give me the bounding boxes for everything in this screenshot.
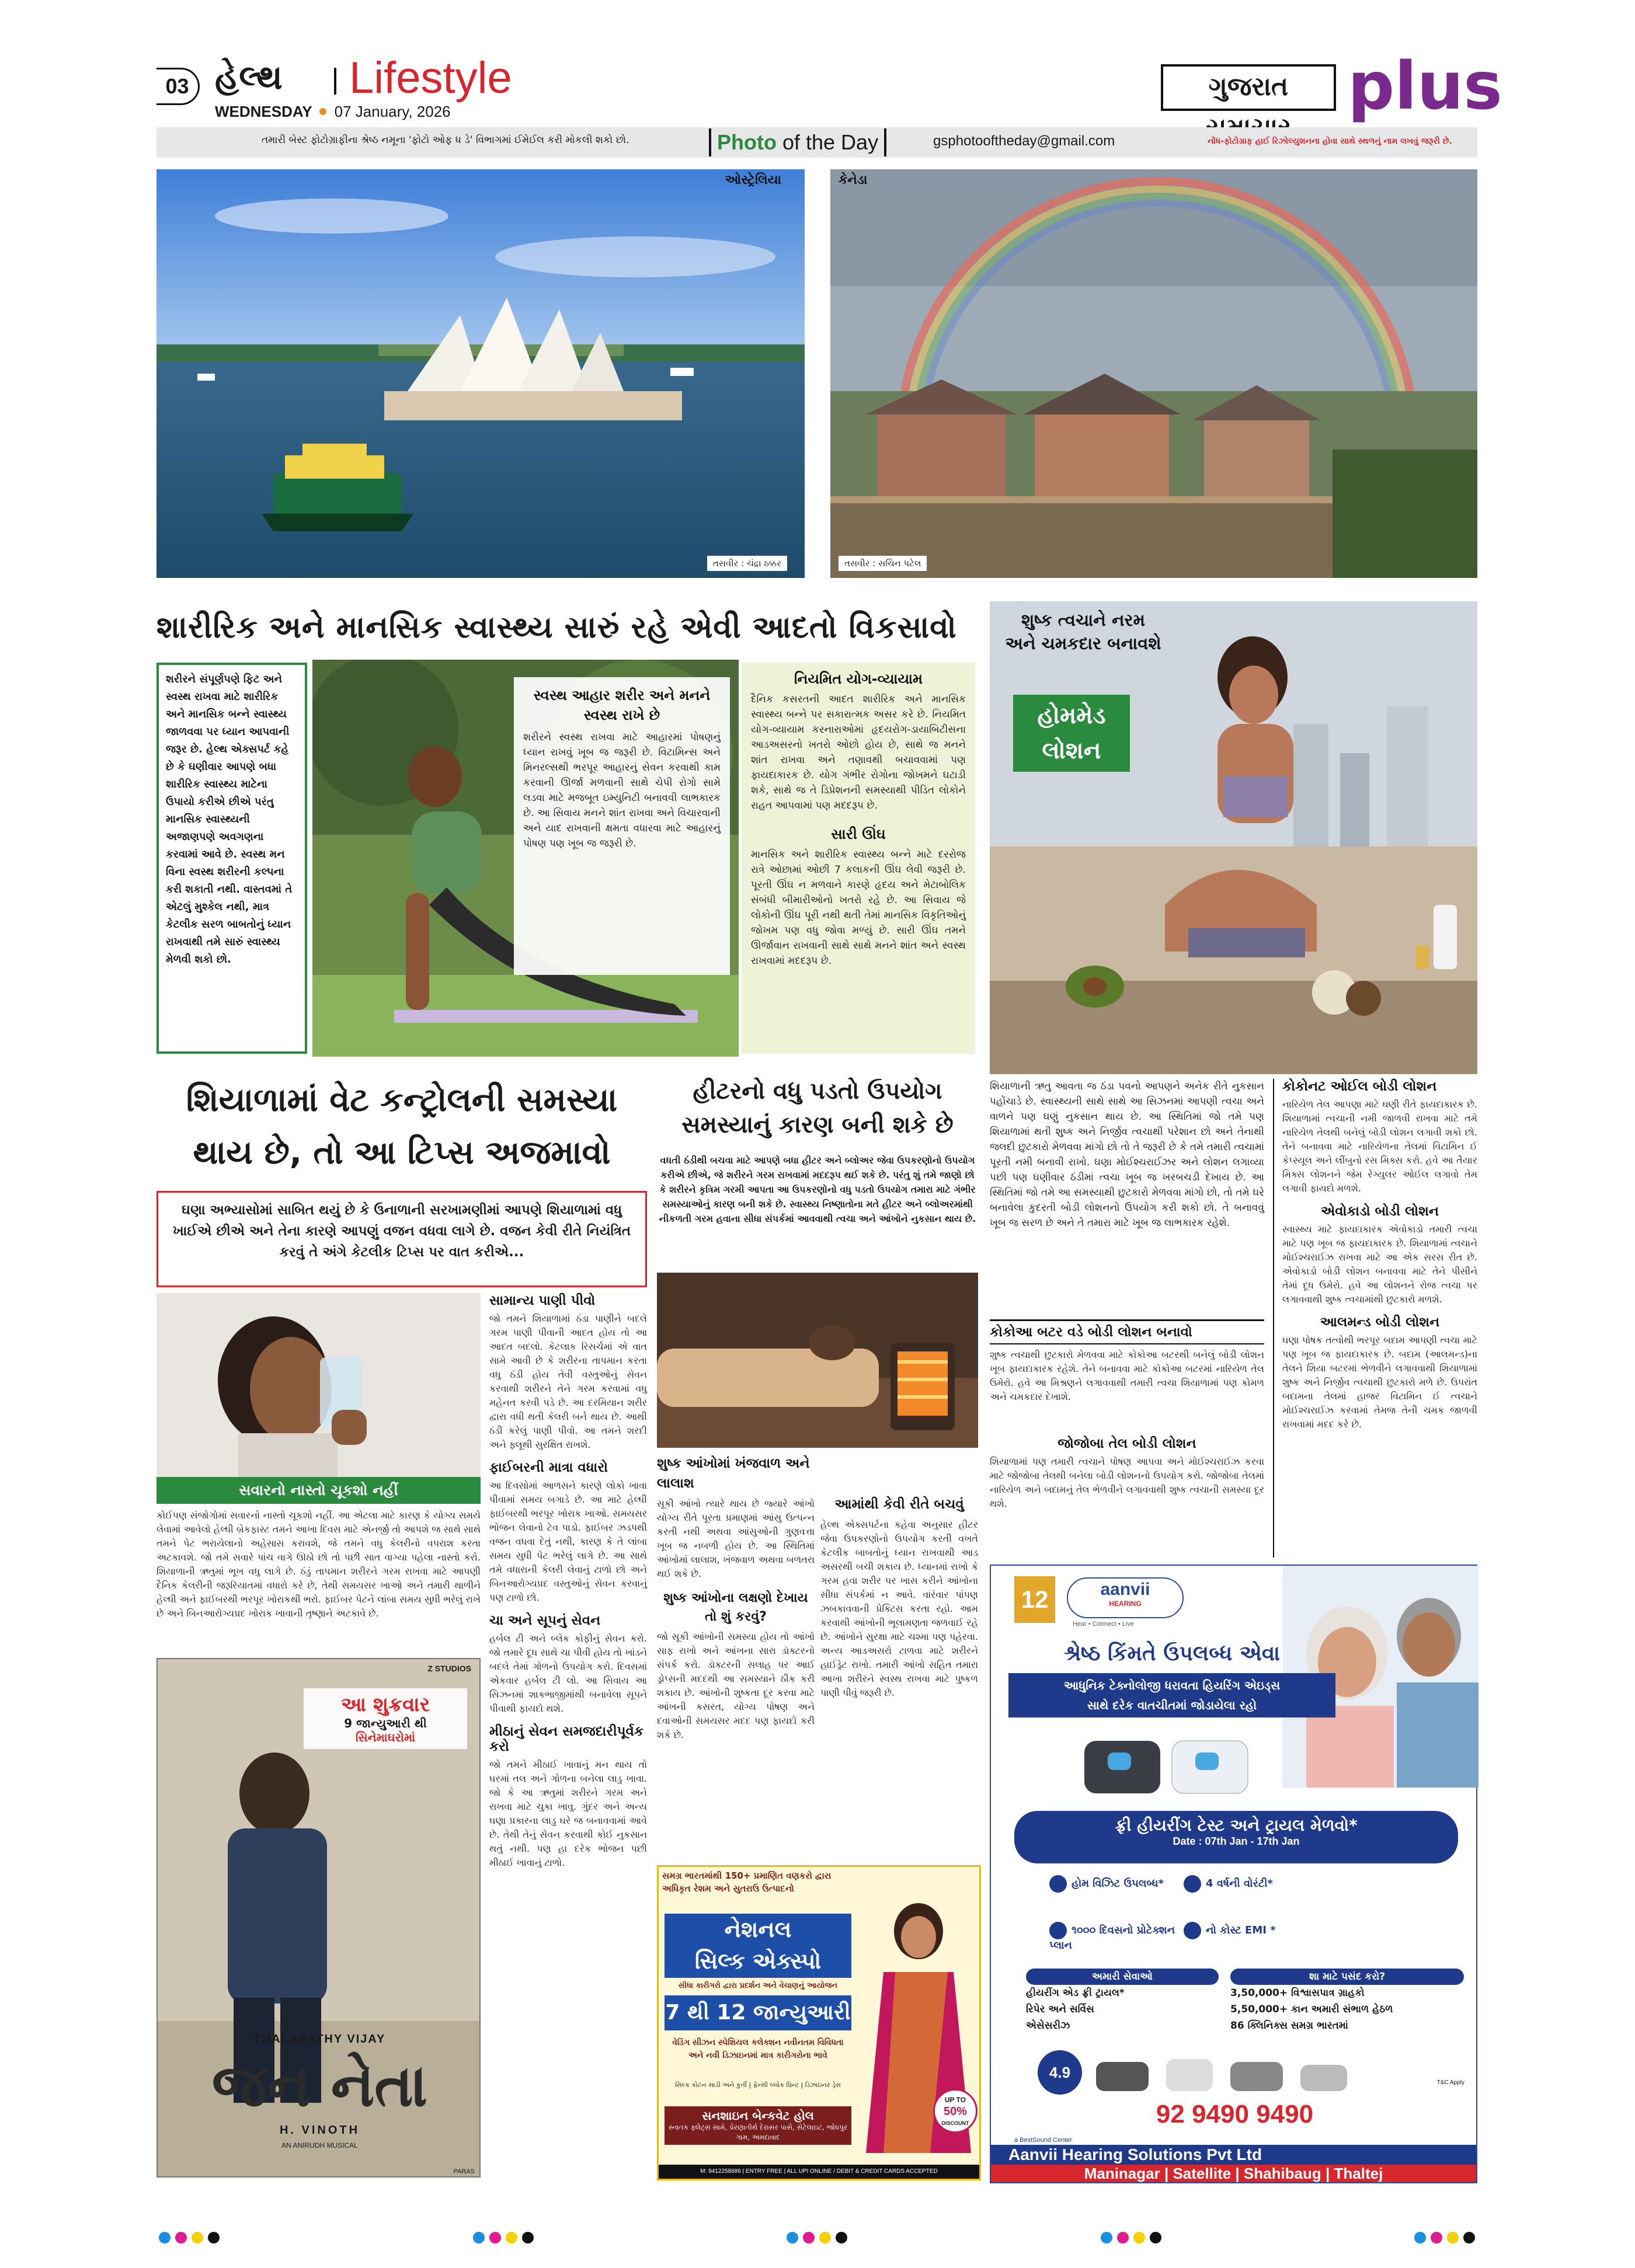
section-name: Lifestyle <box>349 53 512 103</box>
silk-items: સિલ્ક કોટન સાડી અને કુર્તી | ફેન્સી બ્લોક પ્રિન્ટ | ડિઝાઇનર ડ્રેસ <box>675 2081 841 2089</box>
photo-title <box>709 128 886 156</box>
silk-footer: M: 9412258686 | ENTRY FREE | ALL UPI ONLINE / DEBIT & CREDIT CARDS ACCEPTED <box>659 2165 979 2179</box>
service-item: એસેસરીઝ <box>1026 2020 1070 2032</box>
hearing-ad[interactable] <box>990 1565 1477 2183</box>
movie-tag: PARAS <box>453 2168 475 2175</box>
heater-headline-line2: સમસ્યાનું કારણ બની શકે છે <box>681 1112 954 1138</box>
hearing-branches: Maninagar | Satellite | Shahibaug | Thaltej <box>991 2165 1476 2182</box>
feature-warranty <box>1184 1875 1312 1893</box>
heater-left-column <box>657 1454 815 1862</box>
water-text: જો તમને શિયાળામાં ઠંડા પાણીને બદલે ગરમ પાણી પીવાની આદત હોય તો આ આદત બદલો. કેટલાક રિસર્ચમાં એ વાત સામે આવી છે કે શરીરના તાપમાન કરતા વધુ ઠંડી હોય તેવી વસ્તુઓનું સેવન કરવાથી શરીરને તેને ગરમ કરવામાં વધુ મહેનત કરવી પડે છે. આ દરમિયાન શરીર દ્વારા વધી થતી કેલરી બર્ન થાય છે. આથી ઠંડી કરેલું પાણી પીવો. આ તમને શરદી અને ફ્લૂથી સુરક્ષિત રાખશે. <box>489 1313 647 1450</box>
silk-sub: સીધા કારીગરો દ્વારા પ્રદર્શન અને વેચાણનું આયોજન <box>678 1981 838 1990</box>
separator <box>334 68 336 95</box>
home-icon <box>1049 1875 1067 1893</box>
hearing-brand: aanvii <box>1100 1580 1150 1599</box>
hearing-headline: શ્રેષ્ઠ કિંમતે ઉપલબ્ધ એવા <box>1063 1642 1281 1666</box>
hearing-aid-lineup-icon <box>1096 2050 1365 2097</box>
prevention-heading: આમાંથી કેવી રીતે બચવું <box>834 1497 964 1512</box>
hearing-tagline: Hear • Connect • Live <box>1073 1621 1134 1628</box>
feature-home-visit <box>1049 1875 1178 1893</box>
reg-dots <box>156 2232 222 2246</box>
photo-canada <box>830 169 1477 578</box>
silk-badge-line1: UP TO <box>944 2096 966 2104</box>
lotion-tag <box>1013 695 1130 772</box>
date-dot-icon <box>319 108 326 115</box>
hearing-sub1: આધુનિક ટેક્નોલોજી ધરાવતા હિયરિંગ એઇડ્સ <box>1063 1678 1281 1692</box>
lotion-kicker <box>996 608 1171 655</box>
photo-right-note: નોંધ-ફોટોગ્રાફ હાઈ રિઝોલ્યુશનના હોવા સાથે સ્થળનું નામ લખવું જરૂરી છે. <box>1208 137 1452 146</box>
woman-lotion-illustration <box>990 601 1477 1074</box>
why-item: 86 ક્લિનિક્સ સમગ્ર ભારતમાં <box>1230 2020 1348 2032</box>
woman-drinking-water-illustration <box>156 1293 481 1477</box>
yoga-heading: નિયમિત યોગ-વ્યાયામ <box>794 671 923 687</box>
lotion-photo <box>990 601 1477 1074</box>
sleep-heading: સારી ઊંઘ <box>831 826 886 842</box>
free-test-date: Date : 07th Jan - 17th Jan <box>1173 1835 1300 1847</box>
silk-brand-line1: નેશનલ <box>724 1917 792 1942</box>
shield-icon <box>1049 1922 1067 1939</box>
breakfast-heading: સવારનો નાસ્તો ચૂકશો નહીં <box>156 1477 481 1504</box>
habits-headline: શારીરિક અને માનસિક સ્વાસ્થ્ય સારું રહે એવી આદતો વિકસાવો <box>156 610 957 645</box>
silk-brand-line2: સિલ્ક એક્સ્પો <box>694 1948 822 1974</box>
section-name-guj: હેલ્થ <box>215 57 283 97</box>
coconut-text: નારિયેળ તેલ આપણા માટે ઘણી રીતે ફાયદાકારક છે. શિયાળામાં ત્વચાની નમી જાળવી રાખવા માટે તમે નારિયેળ તેલથી બનેલું બોડી લોશન લગાવી શકો છો. તેને બનાવવા માટે નારિયેળના તેલમાં વિટામિન ઈ કેપ્સ્યૂલ અને લીંબુનો રસ મિક્સ કરો. હવે આ તૈયાર મિક્સ લોશનને જેમ રેગ્યુલર ઓઈલ લગાવો તેમ લગાવી ફાયદો મળશે. <box>1282 1099 1477 1194</box>
diet-text: શરીરને સ્વસ્થ રાખવા માટે આહારમાં પોષણનું ધ્યાન રાખવું ખૂબ જ જરૂરી છે. વિટામિન્સ અને મિનરલ્સથી ભરપૂર આહારનું સેવન કરવાથી કામ કરવાની ઊર્જા મળવાની સાથે ચેપી રોગો સામે લડવા માટે મજબૂત ઇમ્યુનિટી બનાવવી લાભકારક છે. આ સિવાય મનને શાંત રાખવા અને વિચારવાની અને યાદ રાખવાની ક્ષમતા વધારવા માટે આહારનું પોષણ પણ ખૂબ જ જરૂરી છે. <box>523 731 721 849</box>
movie-title: જન નેતા <box>211 2051 428 2120</box>
silk-offer: વેડિંગ સીઝન સ્પેશિયલ કલેક્શન નવીનતમ વિવિધતા અને નવી ડિઝાઇનમાં માત્ર કારીગરોના ભાવે <box>672 2038 844 2060</box>
jojoba-heading: જોજોબા તેલ બોડી લોશન <box>1057 1436 1196 1451</box>
free-test-label: ફ્રી હીયરીંગ ટેસ્ટ અને ટ્રાયલ મેળવો* <box>1115 1816 1358 1835</box>
avocado-heading: એવોકાડો બોડી લોશન <box>1320 1204 1439 1219</box>
heater-headline <box>657 1074 978 1142</box>
photo-credit: તસવીર : સચિન પટેલ <box>839 556 927 571</box>
photo-title-a: Photo <box>717 130 777 154</box>
feature-text: નો કોસ્ટ EMI * <box>1206 1924 1276 1936</box>
avocado-text: સ્વાસ્થ્ય માટે ફાયદાકારક એવોકાડો તમારી ત્વચા માટે પણ ખૂબ જ ફાયદાકારક છે. શિયાળામાં ત્વચાને મોઈશ્ચરાઈઝ રાખવા માટે આ એક સરસ રીત છે. એવોકાડો બોડી લોશન બનાવવા માટે તેને પીસીને તેમાં દૂધ ઉમેરો. હવે આ લોશનને રોજ ત્વચા પર લગાવવાથી શુષ્ક ત્વચામાંથી છુટકારો મળશે. <box>1282 1224 1477 1305</box>
diet-box <box>514 677 730 975</box>
yoga-section <box>742 663 975 1054</box>
photo-strip <box>156 127 1477 158</box>
movie-ad[interactable] <box>156 1658 481 2178</box>
fiber-heading: ફાઈબરની માત્રા વધારો <box>489 1460 608 1475</box>
lotion-tag-line1: હોમમેડ <box>1037 702 1106 729</box>
hearing-sub2: સાથે દરેક વાતચીતમાં જોડાયેલા રહો <box>1087 1698 1257 1712</box>
feature-emi <box>1184 1922 1312 1939</box>
silk-brand <box>665 1914 851 1978</box>
photo-credit: તસવીર : ચંદ્રા ઠક્કર <box>707 556 787 571</box>
water-heading: સામાન્ય પાણી પીવો <box>489 1293 596 1308</box>
weight-right-column <box>489 1293 647 2180</box>
movie-friday: આ શુક્રવાર <box>340 1693 430 1716</box>
silk-venue-name: સનશાઇન બેન્કવેટ હોલ <box>702 2109 814 2123</box>
movie-release-box <box>304 1688 467 1749</box>
fiber-text: આ દિવસોમાં આળસને કારણે લોકો ખાવા પીવામાં સમય બગાડે છે. આ માટે હેલ્ધી ફાઈબરથી ભરપૂર ખોરાક ખાઓ. સમયસર ભોજન લેવાનો ટેવ પાડો. ફાઈબર ઝડપથી વજન વધવા દેતું નથી, કારણ કે તે લાંબા સમય સુધી પેટ ભરેલું લાગે છે. આ સાથે તમે વધારાની કેલરી લેવાનું ટાળો છો અને બિનઆરોગ્યપ્રદ વસ્તુઓનું સેવન કરવાનું પણ ટાળો છો. <box>489 1480 647 1603</box>
lotion-right-column <box>1273 1079 1477 1558</box>
silk-discount-badge <box>933 2089 977 2133</box>
silk-badge-line2: 50% <box>943 2105 968 2118</box>
photo-australia <box>156 169 805 578</box>
reg-dots <box>1412 2232 1477 2246</box>
diet-heading: સ્વસ્થ આહાર શરીર અને મનને સ્વસ્થ રાખે છે <box>533 687 711 723</box>
almond-heading: આલમન્ડ બોડી લોશન <box>1320 1315 1440 1330</box>
lotion-intro: શિયાળાની ઋતુ આવતા જ ઠંડા પવનો આપણને અનેક રીતે નુકસાન પહોંચાડે છે. સ્વાસ્થ્યની સાથે સાથે આ સિઝનમાં આપણી ત્વચા અને વાળને પણ ઘણું નુકસાન થાય છે. આ સ્થિતિમાં જો તમે પણ શિયાળામાં થતી શુષ્ક અને નિર્જીવ ત્વચાથી પરેશાન છો અને તેનાથી જલદી છુટકારો મેળવવા માંગો છો તો તે જરૂરી છે કે તમે તમારી ત્વચામાં પૂરતી નમી બનાવી રાખો. ઘણા મોઈશ્ચરાઈઝર અને લોશન લગાવ્યા પછી પણ ઘણીવાર ઠંડીમાં ત્વચા ખૂબ જ ખરબચડી દેખાય છે. આ સ્થિતિમાં જો તમે આ સમસ્યાથી છુટકારો મેળવવા માંગો છો, તો તમે ઘરે બનાવેલા કુદરતી બોડી લોશનનો ઉપયોગ કરી શકો છો. તે બનાવવું ખૂબ જ સરળ છે અને તે તમારા માટે ખૂબ જ લાભકારક રહેશે. <box>990 1081 1264 1229</box>
cocoa-heading: કોકોઆ બટર વડે બોડી લોશન બનાવો <box>990 1325 1264 1344</box>
movie-cinemas: સિનેમાઘરોમાં <box>355 1730 416 1744</box>
heater-photo <box>657 1273 978 1448</box>
movie-studio: Z STUDIOS <box>427 1664 471 1673</box>
yoga-text: દૈનિક કસરતની આદત શારીરિક અને માનસિક સ્વાસ્થ્ય બન્ને પર સકારાત્મક અસર કરે છે. નિયમિત યોગ-વ્યાયામ કરનારાઓમાં હૃદયરોગ-ડાયાબિટીસના આડઅસરનો ખતરો ઓછો હોય છે, સાથે જ મનને શાંત રાખવા અને તણાવથી બચાવવામાં પણ ફાયદાકારક છે. યોગ ગંભીર રોગોના જોખમને ઘટાડી શકે, સાથે જ તે ડિપ્રેશનની સમસ્યાથી પીડિત લોકોને રાહત આપવામાં પણ મદદરૂપ છે. <box>751 694 966 811</box>
hearing-phone[interactable]: 92 9490 9490 <box>1156 2100 1314 2128</box>
silk-venue-address: સ્નાતક ફ્લેટ્સ સામે, પ્રેરણાતીર્થ દેરાસર પાસે, સેટેલાઇટ, જોધપુર ગામ, અમદાવાદ <box>668 2123 848 2141</box>
emi-icon <box>1184 1922 1201 1939</box>
weight-headline-line2: થાય છે, તો આ ટિપ્સ અજમાવો <box>193 1134 611 1172</box>
tea-text: હર્બલ ટી અને બ્લેક કોફીનું સેવન કરો. જો તમારે દૂધ સાથે ચા પીવી હોય તો ખાંડને બદલે તેમાં ગોળનો ઉપયોગ કરો. દિવસમાં એકવાર હર્બલ ટી લો. આ સિવાય આ સિઝનમાં શાકભાજીમાંથી બનાવેલા સૂપને પીવાથી ફાયદો થશે. <box>489 1633 647 1714</box>
lotion-tag-line2: લોશન <box>1042 737 1101 764</box>
why-item: 3,50,000+ વિશ્વાસપાત્ર ગ્રાહકો <box>1230 1987 1365 1999</box>
lotion-kicker-line2: અને ચમકદાર બનાવશે <box>1005 633 1161 653</box>
silk-top-line: સમગ્ર ભારતમાંથી 150+ પ્રમાણિત વણકરો દ્વારા અધિકૃત રેશમ અને સુતરાઉ ઉત્પાદનો <box>662 1870 832 1894</box>
silk-venue <box>665 2106 851 2145</box>
page-number: 03 <box>156 68 200 105</box>
habits-intro: શરીરને સંપૂર્ણપણે ફિટ અને સ્વસ્થ રાખવા માટે શારીરિક અને માનસિક બન્ને સ્વાસ્થ્ય જાળવવા પર ધ્યાન આપવાની જરૂર છે. હેલ્થ એક્સપર્ટ કહે છે કે ઘણીવાર આપણે બધા શારીરિક સ્વાસ્થ્ય માટેના ઉપાયો કરીએ છીએ પરંતુ માનસિક સ્વાસ્થ્યની અજાણપણે અવગણના કરવામાં આવે છે. સ્વસ્થ મન વિના સ્વસ્થ શરીરની કલ્પના કરી શકાતી નથી. વાસ્તવમાં તે એટલું મુશ્કેલ નથી, માત્ર કેટલીક સરળ બાબતોનું ધ્યાન રાખવાથી તમે સારું સ્વાસ્થ્ય મેળવી શકો છો. <box>156 663 307 1054</box>
hearing-logo <box>1067 1577 1184 1618</box>
silk-expo-ad[interactable] <box>657 1865 981 2180</box>
symptoms-text: જો સૂકી આંખોની સમસ્યા હોય તો આંખો સાફ રાખો અને આંખના સારા ડૉક્ટરનો સંપર્ક કરો. ડૉક્ટરની સલાહ પર આઈ ડ્રોપ્સની મદદથી આ સમસ્યાને ઠીક કરી શકાય છે. આંખોની શુષ્કતા દૂર કરવા માટે આંખની કસરત, યોગ્ય પોષણ અને દવાઓની સમયસર મદદ પણ ફાયદો કરી શકે છે. <box>657 1631 815 1740</box>
hearing-subline <box>1008 1673 1335 1717</box>
cocoa-section <box>990 1319 1264 1436</box>
google-rating: 4.9 <box>1038 2050 1082 2095</box>
hearing-brand-sub: HEARING <box>1109 1600 1142 1608</box>
dry-eyes-text: સૂકી આંખો ત્યારે થાય છે જ્યારે આંખો યોગ્ય રીતે પૂરતા પ્રમાણમાં આંસુ ઉત્પન્ન કરતી નથી અથવા આંસુઓની ગુણવત્તા ખૂબ જ નબળી હોય છે. આ સ્થિતિમાં આંખોમાં લાલાશ, ખંજવાળ અથવા બળતરા થઈ શકે છે. <box>657 1498 815 1579</box>
hearing-years: 12 <box>1014 1576 1055 1623</box>
movie-director: H. VINOTH <box>279 2124 360 2137</box>
heater-right-column <box>820 1494 978 1862</box>
silk-dates: 7 થી 12 જાન્યુઆરી <box>665 1995 851 2030</box>
movie-music: AN ANIRUDH MUSICAL <box>281 2141 358 2149</box>
jojoba-text: શિયાળામાં પણ તમારી ત્વચાને પોષણ આપવા અને મોઈશ્ચરાઈઝ કરવા માટે જોજોબા તેલથી બનેલા બોડી લોશનનો ઉપયોગ કરો. જોજોબા તેલમાં નારિયેળ અને બદામનું તેલ ભેળવીને લગાવવાથી શુષ્ક ત્વચાની સમસ્યા દૂર થશે. <box>990 1456 1264 1509</box>
photo-email[interactable]: gsphotooftheday@gmail.com <box>933 133 1115 149</box>
hearing-center: a BestSound Center <box>1014 2137 1073 2144</box>
date: 07 January, 2026 <box>334 103 451 120</box>
coconut-heading: કોકોનટ ઓઈલ બોડી લોશન <box>1282 1079 1437 1094</box>
hearing-aid-products-icon <box>1073 1723 1260 1805</box>
water-drinking-photo <box>156 1293 481 1477</box>
day: WEDNESDAY <box>215 103 312 120</box>
weight-headline-line1: શિયાળામાં વેટ કન્ટ્રોલની સમસ્યા <box>186 1081 618 1119</box>
prevention-text: હેલ્થ એક્સપર્ટના કહેવા અનુસાર હીટર જેવા ઉપકરણોનો ઉપયોગ કરતી વખતે કેટલીક બાબતોનું ધ્યાન રાખવાથી આડ અસરથી બચી શકાય છે. ધ્યાનમાં રાખો કે ગરમ હવા શરીર પર ખાસ કરીને આંખોના સીધા સંપર્કમાં ન આવે. વારંવાર પાંપણ ઝબકાવવાની પ્રેક્ટિસ કરતા રહો. આમ કરવાથી આંખોની ભૂલામણતા જળવાઈ રહે છે. આંખોને સુરક્ષા માટે ચશ્મા પણ પહેરવા. અન્ય આડઅસરો ટાળવા માટે શરીરને હાઈડ્રેટ રાખો. તમારી આંખો સહિત તમારા આખા શરીરને સ્વસ્થ રાખવા માટે પુષ્કળ પાણી પીવું જરૂરી છે. <box>820 1519 978 1698</box>
sydney-opera-house-illustration <box>156 169 805 578</box>
free-test-banner[interactable] <box>1014 1811 1458 1863</box>
feature-protection <box>1049 1922 1178 1952</box>
why-item: 5,50,000+ કાન અમારી સંભાળ હેઠળ <box>1230 2004 1393 2015</box>
feature-text: 4 વર્ષની વોરંટી* <box>1206 1877 1273 1890</box>
dry-eyes-heading: શુષ્ક આંખોમાં ખંજવાળ અને લાલાશ <box>657 1456 810 1491</box>
photo-title-b: of the Day <box>776 130 879 154</box>
plus-logo: plus <box>1348 48 1502 124</box>
reg-dots <box>784 2232 850 2246</box>
silk-badge-line3: DISCOUNT <box>941 2120 969 2126</box>
almond-text: ઘણા પોષક તત્વોથી ભરપૂર બદામ આપણી ત્વચા માટે પણ ખૂબ જ ફાયદાકારક છે. બદામ (આલમન્ડ)ના તેલને શિયા બટરમાં ભેળવીને લગાવવાથી શિયાળામાં શુષ્ક અને નિર્જીવ ત્વચાથી છુટકારો મળે છે. ઉપરાંત બદામના તેલમાં હાજર વિટામિન ઈ ત્વચાને મોઈશ્ચરાઈઝ કરવામાં તેમજ તેની ચમક જાળવી રાખવામાં મદદ કરે છે. <box>1282 1335 1477 1430</box>
sleep-text: માનસિક અને શારીરિક સ્વાસ્થ્ય બન્ને માટે દરરોજ રાત્રે ઓછામાં ઓછી 7 કલાકની ઊંઘ લેવી જરૂરી છે. પૂરતી ઊંઘ ન મળવાને કારણે હૃદય અને મેટાબોલિક સંબંધી બીમારીઓનો ખતરો રહે છે. આ સિવાય જે લોકોની ઊંઘ પૂરી નથી થતી તેમાં માનસિક વિકૃતિઓનું જોખમ પણ વધુ જોવા મળ્યું છે. સારી ઊંઘ તમને ઊર્જાવાન રાખવાની સાથે સાથે મનને શાંત અને સ્વસ્થ રાખવામાં મદદરૂપ છે. <box>751 849 966 967</box>
services-heading: અમારી સેવાઓ <box>1026 1969 1219 1985</box>
jojoba-section <box>990 1436 1264 1553</box>
service-item: રિપેર અને સર્વિસ <box>1026 2004 1094 2015</box>
feature-text: હોમ વિઝિટ ઉપલબ્ધ* <box>1072 1877 1164 1890</box>
weight-deck: ઘણા અભ્યાસોમાં સાબિત થયું છે કે ઉનાળાની સરખામણીમાં આપણે શિયાળામાં વધુ ખાઈએ છીએ અને તેના કારણે આપણું વજન વધવા લાગે છે. વજન કેવી રીતે નિયંત્રિત કરવું તે અંગે કેટલીક ટિપ્સ પર વાત કરીએ... <box>156 1191 647 1287</box>
rainbow-houses-illustration <box>830 169 1477 578</box>
hearing-company: Aanvii Hearing Solutions Pvt Ltd <box>991 2145 1476 2165</box>
services-box <box>1026 1969 1219 2034</box>
photo-place-label: કેનેડા <box>839 173 868 187</box>
hearing-tc: T&C Apply <box>1436 2079 1464 2086</box>
why-heading: શા માટે પસંદ કરો? <box>1230 1969 1464 1985</box>
service-item: હીયરીંગ એડ ફ્રી ટ્રાયલ* <box>1026 1987 1125 1999</box>
feature-text: ૧૦૦૦ દિવસનો પ્રોટેક્શન પ્લાન <box>1049 1924 1175 1952</box>
paper-logo: ગુજરાત <box>1161 64 1336 111</box>
symptoms-heading: શુષ્ક આંખોના લક્ષણો દેખાય તો શું કરવું? <box>663 1591 808 1624</box>
color-registration-bar <box>156 2230 1477 2248</box>
masthead <box>156 48 1502 124</box>
photo-place-label: ઓસ્ટ્રેલિયા <box>725 173 781 187</box>
warranty-icon <box>1184 1875 1201 1893</box>
tea-heading: ચા અને સૂપનું સેવન <box>489 1613 601 1628</box>
reg-dots <box>471 2232 536 2246</box>
sweet-heading: મીઠાનું સેવન સમજદારીપૂર્વક કરો <box>489 1724 644 1754</box>
photo-note: તમારી બેસ્ટ ફોટોગ્રાફીના શ્રેષ્ઠ નમૂના 'ફોટો ઓફ ધ ડે' વિભાગમાં ઈમેઈલ કરી મોકલી શકો છો. <box>262 134 629 146</box>
weight-headline <box>156 1074 647 1179</box>
breakfast-text: કોઈપણ સંજોગોમાં સવારનો નાસ્તો ચૂકશો નહીં. આ એટલા માટે કારણ કે યોગ્ય સમયે લેવામાં આવેલો હેલ્ધી બ્રેકફાસ્ટ તમને આખા દિવસ માટે એનર્જી તો આપશે જ સાથે સાથે તમને પેટ ભરાયેલાનો અહેસાસ કરાવશે, જે તમને વધુ કેલરીનો વપરાશ કરતા અટકાવશે. જો તમે સવારે પાંચ વાગે ઊઠો છો તો પછી સાત વાગ્યા પહેલા નાસ્તો કરો. શિયાળાની ઋતુમાં ભૂખ વધુ લાગે છે. ઠંડું તાપમાન શરીરને ગરમ રાખવા માટે આપણી દૈનિક કેલરીની જરૂરિયાતમાં વધારો કરે છે, તેથી સમયસર ખાઓ અને તમારી થાળીને હેલ્ધી અને ફાઈબરથી ભરપૂર ખોરાકથી ભરો. ફાઈબર પેટને લાંબા સમય સુધી ભરેલું રાખે છે અને બિનઆરોગ્યપ્રદ ખોરાક ખાવાની તૃષ્ણાને અટકાવે છે. <box>156 1510 481 1619</box>
cocoa-text: શુષ્ક ત્વચાથી છુટકારો મેળવવા માટે કોકોઆ બટરથી બનેલું બોડી લોશન ખૂબ ફાયદાકારક રહેશે. તેને બનાવવા માટે કોકોઆ બટરમાં નારિયેળ તેલ ઉમેરો. હવે આ મિશ્રણને લગાવવાથી તમારી ત્વચા શિયાળામાં પણ કોમળ અને ચમકદાર દેખાશે. <box>990 1349 1264 1402</box>
dateline <box>215 103 451 121</box>
sleeping-heater-illustration <box>657 1273 978 1448</box>
sweet-text: જો તમને મીઠાઈ ખાવાનું મન થાય તો ઘરમાં તલ અને ગોળના બનેલા લાડુ ખાવા. જો કે આ ઋતુમાં શરીરને ગરમ અને રાખવા માટે ચુકા ખાવુ. ગુંદર અને અન્ય ઘણા પ્રકારના લાડુ ઘરે જ બનાવવામાં આવે છે. તેથી તેનું સેવન કરવાથી કોઈ નુકસાન થતું નથી. પણ હા દરેક ભોજન પછી મીઠાઈ ખાવાનું ટાળો. <box>489 1759 647 1868</box>
reg-dots <box>1098 2232 1164 2246</box>
heater-intro: વધતી ઠંડીથી બચવા માટે આપણે બધા હીટર અને બ્લોઅર જેવા ઉપકરણોનો ઉપયોગ કરીએ છીએ, જે શરીરને ગરમ રાખવામાં મદદરૂપ થઈ શકે છે. પરંતુ શું તમે જાણો છો કે શરીરને કૃત્રિમ ગરમી આપતા આ ઉપકરણોનો વધુ પડતો ઉપયોગ તમારા માટે ગંભીર સમસ્યાઓનું કારણ બની શકે છે. સ્વાસ્થ્ય નિષ્ણાતોના મતે હીટર અને બ્લોઅરમાંથી નીકળતી ગરમ હવાના સીધા સંપર્કમાં આવવાથી ત્વચા અને આંખોને નુકસાન થાય છે. <box>659 1155 976 1224</box>
lotion-kicker-line1: શુષ્ક ત્વચાને નરમ <box>1021 610 1146 630</box>
movie-star: THALAPATHY VIJAY <box>253 2033 386 2046</box>
movie-date: 9 જાન્યુઆરી થી <box>344 1716 427 1730</box>
heater-headline-line1: હીટરનો વધુ પડતો ઉપયોગ <box>693 1078 942 1105</box>
why-box <box>1230 1969 1464 2034</box>
